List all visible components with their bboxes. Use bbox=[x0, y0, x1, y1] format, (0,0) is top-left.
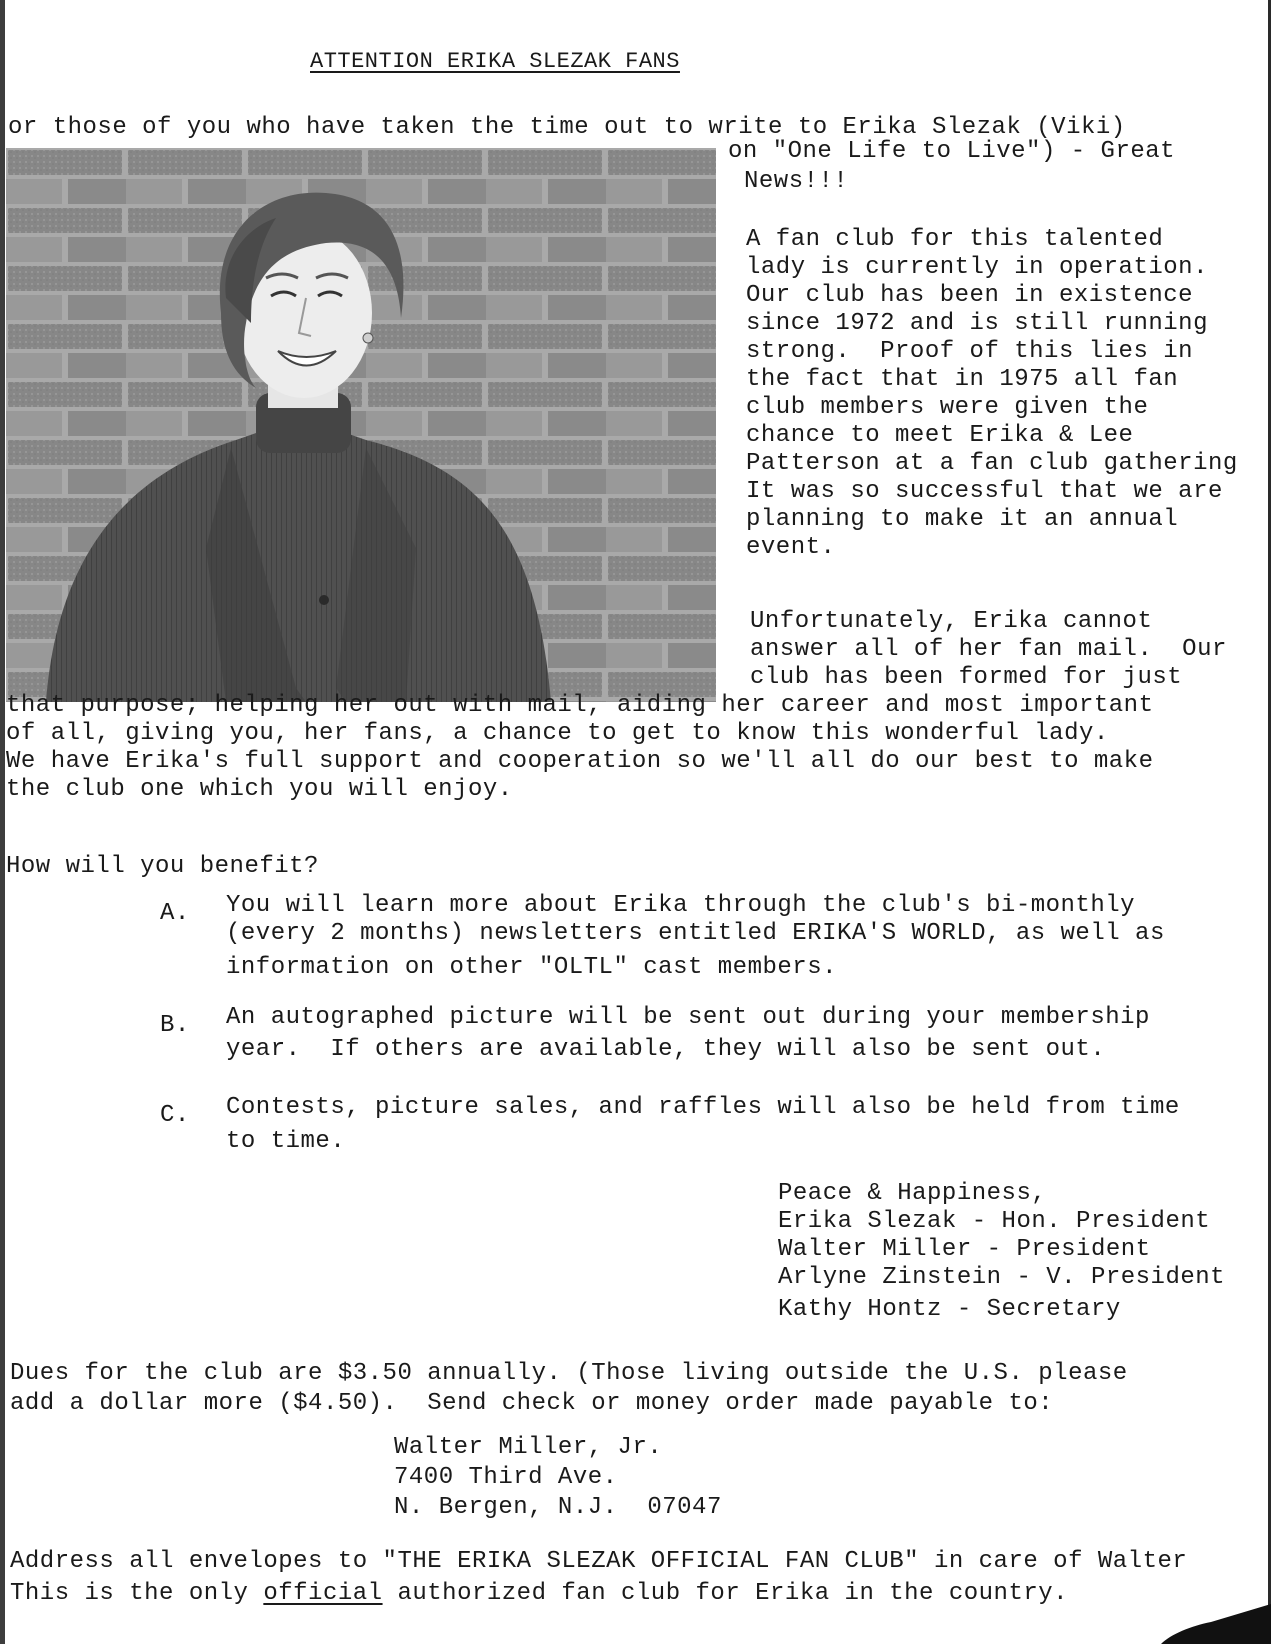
text-line: the club one which you will enjoy. bbox=[6, 776, 513, 803]
official-emphasis: official bbox=[263, 1580, 383, 1607]
text-line: Walter Miller, Jr. bbox=[394, 1434, 663, 1461]
closing-text: This is the only bbox=[10, 1580, 264, 1607]
torn-corner bbox=[1161, 1604, 1271, 1644]
text-line: Dues for the club are $3.50 annually. (Those living outside the U.S. please bbox=[10, 1360, 1128, 1387]
text-line: chance to meet Erika & Lee bbox=[746, 422, 1134, 449]
text-line: You will learn more about Erika through the club's bi-monthly bbox=[226, 892, 1136, 919]
scan-edge-left bbox=[0, 0, 5, 1644]
text-line: An autographed picture will be sent out during your membership bbox=[226, 1004, 1150, 1031]
text-line: club has been formed for just bbox=[750, 664, 1183, 691]
text-line: Patterson at a fan club gathering bbox=[746, 450, 1238, 477]
text-line: Erika Slezak - Hon. President bbox=[778, 1208, 1211, 1235]
text-line: Walter Miller - President bbox=[778, 1236, 1151, 1263]
text-line: We have Erika's full support and cooperation so we'll all do our best to make bbox=[6, 748, 1154, 775]
text-line: planning to make it an annual bbox=[746, 506, 1179, 533]
text-line: of all, giving you, her fans, a chance to get to know this wonderful lady. bbox=[6, 720, 1109, 747]
intro-line: on "One Life to Live") - Great bbox=[728, 138, 1176, 165]
text-line: 7400 Third Ave. bbox=[394, 1464, 618, 1491]
text-line: club members were given the bbox=[746, 394, 1149, 421]
benefit-heading: How will you benefit? bbox=[6, 853, 319, 880]
text-line bbox=[10, 1580, 1068, 1608]
text-line: Contests, picture sales, and raffles will also be held from time bbox=[226, 1094, 1180, 1121]
intro-line: or those of you who have taken the time out to write to Erika Slezak (Viki) bbox=[8, 114, 1126, 141]
text-line: strong. Proof of this lies in bbox=[746, 338, 1194, 365]
text-line: Arlyne Zinstein - V. President bbox=[778, 1264, 1226, 1291]
text-line: the fact that in 1975 all fan bbox=[746, 366, 1179, 393]
page-title: ATTENTION ERIKA SLEZAK FANS bbox=[310, 49, 680, 74]
portrait-photo bbox=[6, 148, 716, 702]
intro-line: News!!! bbox=[744, 168, 849, 195]
text-line: Address all envelopes to "THE ERIKA SLEZAK OFFICIAL FAN CLUB" in care of Walter bbox=[10, 1548, 1188, 1575]
text-line: A fan club for this talented bbox=[746, 226, 1164, 253]
text-line: It was so successful that we are bbox=[746, 478, 1223, 505]
benefit-letter: B. bbox=[160, 1012, 190, 1039]
text-line: information on other "OLTL" cast members. bbox=[226, 954, 837, 981]
text-line: that purpose; helping her out with mail, aiding her career and most important bbox=[6, 692, 1154, 719]
text-line: Our club has been in existence bbox=[746, 282, 1194, 309]
text-line: (every 2 months) newsletters entitled ERIKA'S WORLD, as well as bbox=[226, 920, 1165, 947]
benefit-letter: A. bbox=[160, 900, 190, 927]
text-line: to time. bbox=[226, 1128, 346, 1155]
text-line: Kathy Hontz - Secretary bbox=[778, 1296, 1121, 1323]
benefit-letter: C. bbox=[160, 1102, 190, 1129]
text-line: year. If others are available, they will also be sent out. bbox=[226, 1036, 1106, 1063]
text-line: since 1972 and is still running bbox=[746, 310, 1208, 337]
text-line: Unfortunately, Erika cannot bbox=[750, 608, 1153, 635]
text-line: add a dollar more ($4.50). Send check or money order made payable to: bbox=[10, 1390, 1054, 1417]
closing-text: authorized fan club for Erika in the country. bbox=[382, 1580, 1069, 1607]
text-line: lady is currently in operation. bbox=[746, 254, 1208, 281]
text-line: event. bbox=[746, 534, 836, 561]
text-line: Peace & Happiness, bbox=[778, 1180, 1047, 1207]
text-line: N. Bergen, N.J. 07047 bbox=[394, 1494, 722, 1521]
text-line: answer all of her fan mail. Our bbox=[750, 636, 1227, 663]
